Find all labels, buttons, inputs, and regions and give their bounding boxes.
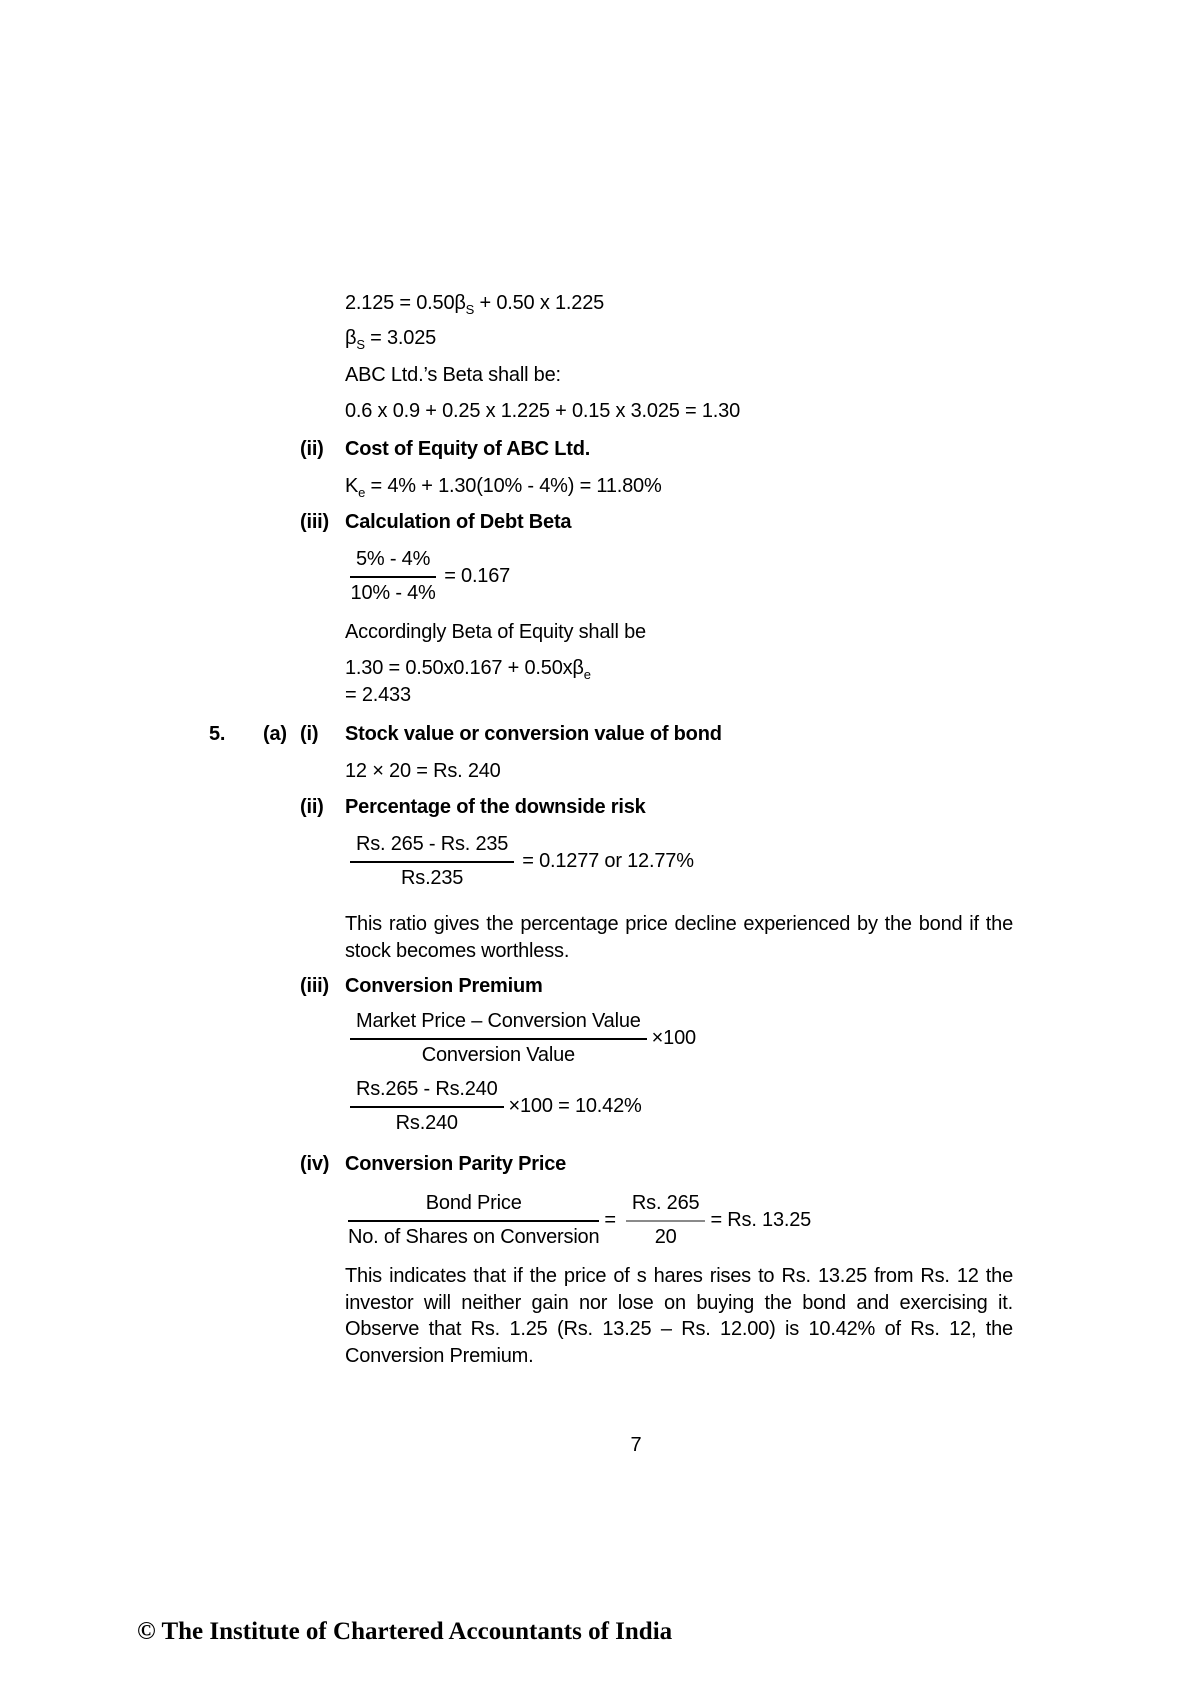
fraction [348, 1190, 599, 1251]
fraction-numerator: 5% - 4% [350, 546, 436, 578]
equation-beta-e-result: = 2.433 [345, 684, 411, 706]
fraction-denominator: Rs.240 [395, 1112, 458, 1134]
equation-text: 2.125 = 0.50β [345, 292, 466, 314]
subscript: e [358, 485, 366, 500]
equation-beta-sd [345, 290, 604, 317]
equation-text: β [345, 327, 357, 349]
item-label: (iii) [300, 511, 329, 533]
heading-conversion-premium [300, 973, 543, 1000]
paragraph-downside-note: This ratio gives the percentage price decline experienced by the bond if the stock becomes worthless. [345, 913, 1013, 962]
heading-downside-risk [300, 794, 646, 821]
fraction-result: = 0.1277 or 12.77% [522, 850, 694, 872]
heading-debt-beta [300, 509, 571, 536]
item-label: (iii) [300, 975, 329, 997]
subscript: S [465, 302, 475, 317]
line-accordingly: Accordingly Beta of Equity shall be [345, 621, 646, 643]
fraction [350, 831, 514, 892]
heading-title: Stock value or conversion value of bond [345, 723, 722, 745]
fraction-multiplier: ×100 [651, 1027, 696, 1049]
item-label: (ii) [300, 438, 324, 460]
line-abc-beta: ABC Ltd.’s Beta shall be: [345, 364, 561, 386]
equation-text: 1.30 = 0.50x0.167 + 0.50xβ [345, 657, 584, 679]
fraction-numerator: Market Price – Conversion Value [350, 1008, 647, 1040]
fraction [350, 1076, 504, 1137]
heading-stock-value [209, 721, 722, 748]
fraction-denominator: No. of Shares on Conversion [348, 1226, 600, 1248]
equals-sign: = [604, 1209, 616, 1231]
fraction-premium-calc [350, 1076, 642, 1137]
fraction [350, 1008, 647, 1069]
copyright-footer: © The Institute of Chartered Accountants of India [137, 1618, 673, 1645]
fraction-debt-beta [350, 546, 510, 607]
subscript: e [583, 667, 591, 682]
equation-ke [345, 473, 662, 500]
fraction-result: ×100 = 10.42% [508, 1095, 642, 1117]
fraction-denominator: 20 [654, 1226, 677, 1248]
fraction [350, 546, 436, 607]
heading-title: Cost of Equity of ABC Ltd. [345, 438, 591, 460]
equation-text: + 0.50 x 1.225 [474, 292, 605, 314]
fraction-denominator: Rs.235 [401, 867, 464, 889]
equation-stock-value: 12 × 20 = Rs. 240 [345, 760, 501, 782]
equation-beta-e [345, 655, 591, 682]
paragraph-parity-note: This indicates that if the price of s hares rises to Rs. 13.25 from Rs. 12 the investor will neither gain nor lose on buying the bond and exercising it. Observe that Rs. 1.25 (Rs. 13.25 – Rs. 12.00) is 10.42% of Rs. 12, the Conversion Premium. [345, 1265, 1013, 1367]
fraction-numerator: Rs. 265 [626, 1190, 706, 1222]
heading-cost-of-equity [300, 436, 590, 463]
fraction-numerator: Rs. 265 - Rs. 235 [350, 831, 514, 863]
equation-text: K [345, 475, 359, 497]
fraction-premium-formula [350, 1008, 696, 1069]
fraction-denominator: Conversion Value [421, 1044, 575, 1066]
heading-conversion-parity [300, 1151, 566, 1178]
equation-text: = 4% + 1.30(10% - 4%) = 11.80% [365, 475, 662, 497]
item-label: (iv) [300, 1153, 330, 1175]
item-label: (i) [300, 723, 319, 745]
subscript: S [356, 337, 365, 352]
fraction-numerator: Bond Price [348, 1190, 599, 1222]
fraction-conversion-parity [348, 1190, 811, 1251]
fraction-numerator: Rs.265 - Rs.240 [350, 1076, 504, 1108]
heading-title: Calculation of Debt Beta [345, 511, 572, 533]
fraction [626, 1190, 706, 1251]
question-part: (a) [263, 723, 287, 745]
heading-title: Conversion Parity Price [345, 1153, 567, 1175]
fraction-denominator: 10% - 4% [350, 582, 436, 604]
page-number: 7 [630, 1434, 642, 1456]
heading-title: Percentage of the downside risk [345, 796, 646, 818]
fraction-downside-risk [350, 831, 694, 892]
fraction-result: = 0.167 [444, 565, 511, 587]
item-label: (ii) [300, 796, 324, 818]
equation-beta-s-result [345, 325, 436, 352]
equation-abc-beta-calc: 0.6 x 0.9 + 0.25 x 1.225 + 0.15 x 3.025 = 1.30 [345, 400, 740, 422]
heading-title: Conversion Premium [345, 975, 543, 997]
equation-text: = 3.025 [364, 327, 437, 349]
fraction-result: = Rs. 13.25 [710, 1209, 812, 1231]
question-number: 5. [209, 723, 226, 745]
